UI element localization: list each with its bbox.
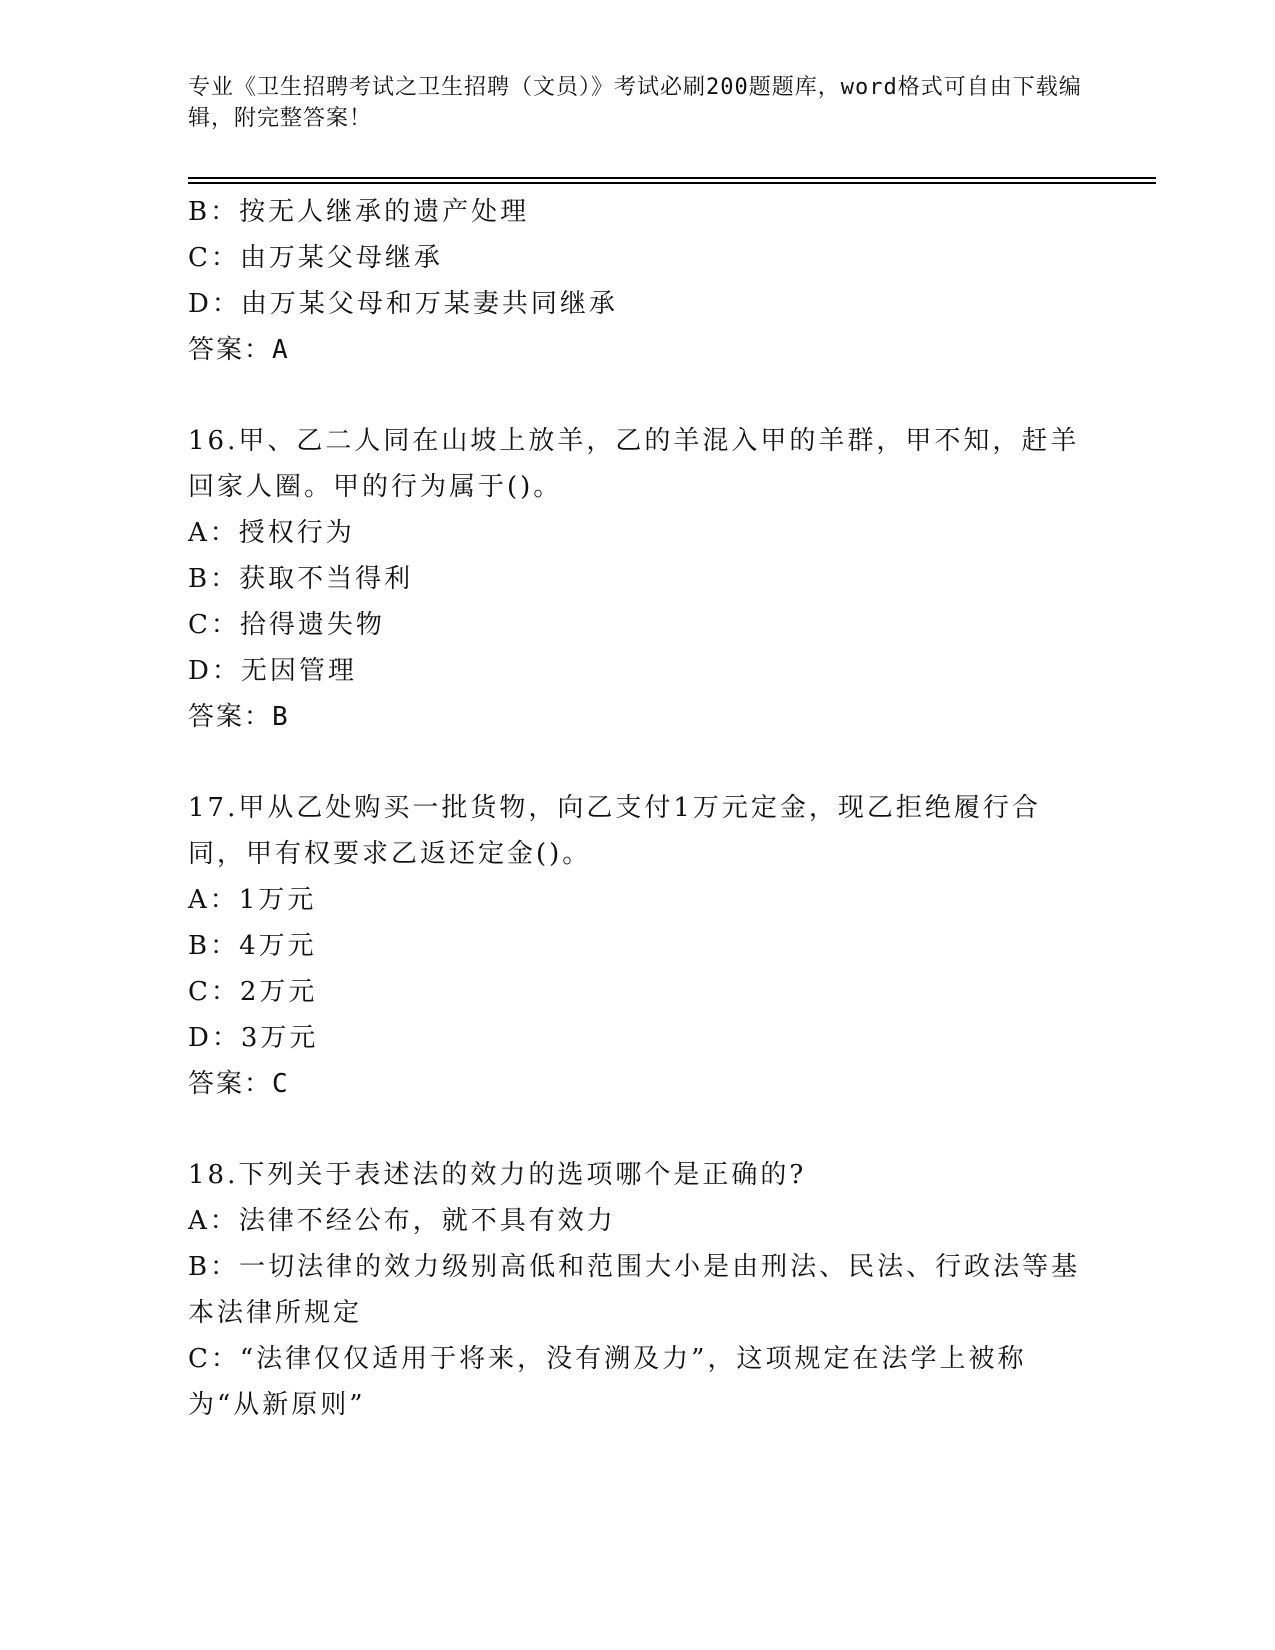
question-text: 16.甲、乙二人同在山坡上放羊，乙的羊混入甲的羊群，甲不知，赶羊回家人圈。甲的行为属于()。 [188, 426, 1080, 502]
question-text: 17.甲从乙处购买一批货物，向乙支付1万元定金，现乙拒绝履行合同，甲有权要求乙返还定金()。 [188, 793, 1041, 869]
question-block-15 [188, 189, 1088, 373]
spacer [188, 373, 1088, 418]
question-block-16 [188, 418, 1088, 740]
option-d: D：无因管理 [188, 656, 357, 686]
question-list [188, 189, 1088, 1428]
header-divider-top [188, 177, 1156, 179]
answer-line: 答案：B [188, 702, 290, 732]
option-c: C：“法律仅仅适用于将来，没有溯及力”，这项规定在法学上被称为“从新原则” [188, 1344, 1027, 1420]
answer-line: 答案：C [188, 1069, 290, 1099]
answer-line: 答案：A [188, 335, 290, 365]
option-b: B：按无人继承的遗产处理 [188, 197, 530, 227]
document-header: 专业《卫生招聘考试之卫生招聘（文员）》考试必刷200题题库，word格式可自由下载编辑，附完整答案！ [188, 75, 1082, 131]
question-block-17 [188, 785, 1088, 1107]
header-divider-bottom [188, 182, 1156, 184]
option-d: D：3万元 [188, 1023, 319, 1053]
option-c: C：2万元 [188, 977, 318, 1007]
option-c: C：拾得遗失物 [188, 610, 385, 640]
option-a: A：1万元 [188, 885, 317, 915]
option-b: B：一切法律的效力级别高低和范围大小是由刑法、民法、行政法等基本法律所规定 [188, 1252, 1081, 1328]
option-a: A：授权行为 [188, 518, 355, 548]
spacer [188, 740, 1088, 785]
option-b: B：获取不当得利 [188, 564, 414, 594]
option-a: A：法律不经公布，就不具有效力 [188, 1206, 616, 1236]
option-b: B：4万元 [188, 931, 317, 961]
option-d: D：由万某父母和万某妻共同继承 [188, 289, 618, 319]
question-text: 18.下列关于表述法的效力的选项哪个是正确的? [188, 1160, 807, 1190]
question-block-18 [188, 1152, 1088, 1428]
spacer [188, 1107, 1088, 1152]
option-c: C：由万某父母继承 [188, 243, 443, 273]
